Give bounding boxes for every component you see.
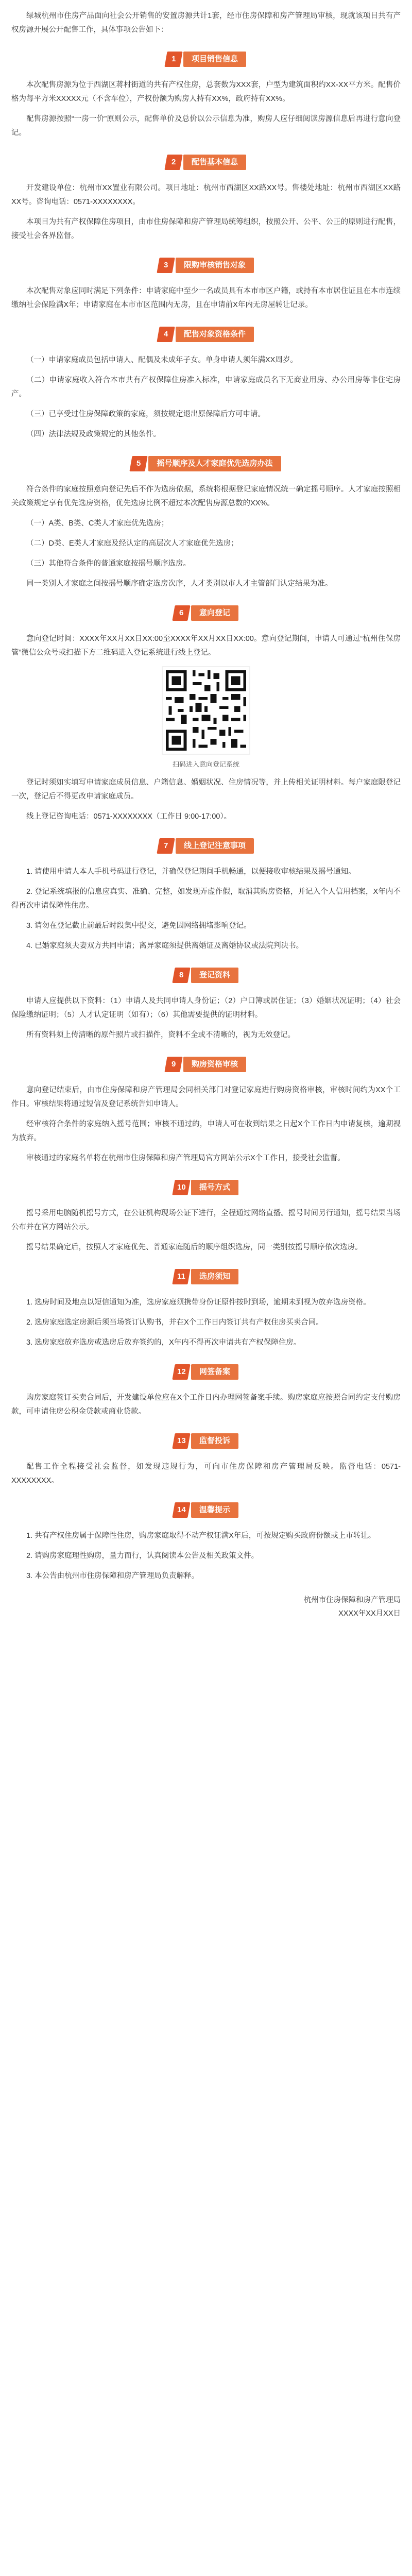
paragraph: 意向登记结束后，由市住房保障和房产管理局会同相关部门对登记家庭进行购房资格审核，审核时间约为XX个工作日。审核结果将通过短信及登记系统告知申请人。 <box>11 1086 401 1108</box>
section-number: 4 <box>157 327 175 342</box>
section-number: 2 <box>164 155 182 170</box>
section-heading <box>11 1268 401 1285</box>
section-title: 登记资料 <box>191 968 238 983</box>
section-heading <box>11 257 401 274</box>
section-heading <box>11 1363 401 1381</box>
paragraph: 本次配售房源为位于西湖区蒋村街道的共有产权住房，总套数为XXX套，户型为建筑面积约XX-XX平方米。配售价格为每平方米XXXXX元（不含车位），产权份额为购房人持有XX%，政府持有XX%。 <box>11 81 401 103</box>
signature-block <box>11 1594 401 1620</box>
section-number: 7 <box>157 838 175 854</box>
section-title: 温馨提示 <box>191 1502 238 1518</box>
paragraph: 申请人应提供以下资料：（1）申请人及共同申请人身份证；（2）户口簿或居住证；（3）婚姻状况证明；（4）社会保险缴纳证明；（5）人才认定证明（如有）；（6）其他需要提供的证明材料。 <box>11 997 401 1019</box>
paragraph: 3. 本公告由杭州市住房保障和房产管理局负责解释。 <box>26 1572 199 1580</box>
paragraph: 2. 选房家庭选定房源后须当场签订认购书，并在X个工作日内签订共有产权住房买卖合同。 <box>26 1318 323 1327</box>
section-title: 网签备案 <box>191 1364 238 1380</box>
paragraph: 开发建设单位：杭州市XX置业有限公司。项目地址：杭州市西湖区XX路XX号。售楼处地址：杭州市西湖区XX路XX号。咨询电话：0571-XXXXXXXX。 <box>11 184 401 206</box>
section-title: 选房须知 <box>191 1269 238 1284</box>
qr-caption: 扫码进入意向登记系统 <box>172 760 239 768</box>
paragraph: 本次配售对象应同时满足下列条件：申请家庭中至少一名成员具有本市市区户籍，或持有本市居住证且在本市连续缴纳社会保险满X年；申请家庭在本市市区范围内无房，且在申请前X年内无房屋转让记录。 <box>11 287 401 309</box>
section-title: 摇号顺序及人才家庭优先选房办法 <box>148 456 281 471</box>
paragraph: 2. 登记系统填报的信息应真实、准确、完整，如发现弄虚作假，取消其购房资格，并记入个人信用档案，X年内不得再次申请保障性住房。 <box>11 888 401 910</box>
section-title: 项目销售信息 <box>183 52 246 67</box>
paragraph: 1. 选房时间及地点以短信通知为准，选房家庭须携带身份证原件按时到场，逾期未到视为放弃选房资格。 <box>26 1298 371 1307</box>
section-title: 线上登记注意事项 <box>176 838 254 854</box>
paragraph: 摇号结果确定后，按照人才家庭优先、普通家庭随后的顺序组织选房，同一类别按摇号顺序依次选房。 <box>26 1243 363 1251</box>
paragraph: 4. 已婚家庭须夫妻双方共同申请；离异家庭须提供离婚证及离婚协议或法院判决书。 <box>26 942 304 950</box>
section-heading <box>11 1501 401 1519</box>
paragraph: 符合条件的家庭按照意向登记先后不作为选房依据，系统将根据登记家庭情况统一确定摇号顺序。人才家庭按照相关政策规定享有优先选房资格，优先选房比例不超过本次配售房源总数的XX%。 <box>11 485 401 507</box>
section-title: 监督投诉 <box>191 1433 238 1449</box>
section-title: 购房资格审核 <box>183 1057 246 1072</box>
section-title: 限购审核销售对象 <box>176 258 254 273</box>
paragraph: 审核通过的家庭名单将在杭州市住房保障和房产管理局官方网站公示X个工作日，接受社会监督。 <box>26 1154 345 1162</box>
paragraph: 线上登记咨询电话：0571-XXXXXXXX（工作日 9:00-17:00）。 <box>26 812 232 821</box>
paragraph: 配售工作全程接受社会监督，如发现违规行为，可向市住房保障和房产管理局反映。监督电话：0571-XXXXXXXX。 <box>11 1463 401 1485</box>
section-title: 配售基本信息 <box>183 155 246 170</box>
section-title: 摇号方式 <box>191 1180 238 1195</box>
qr-code-icon <box>163 667 249 754</box>
intro-paragraph: 绿城杭州市住房产品面向社会公开销售的安置房源共计1套，经市住房保障和房产管理局审核，现就该项目共有产权房源开展公开配售工作，具体事项公告如下： <box>11 12 401 34</box>
paragraph: （一）A类、B类、C类人才家庭优先选房； <box>26 519 169 528</box>
section-number: 6 <box>172 605 190 621</box>
section-number: 8 <box>172 968 190 983</box>
section-title: 意向登记 <box>191 605 238 621</box>
section-heading <box>11 455 401 472</box>
paragraph: 1. 共有产权住房属于保障性住房，购房家庭取得不动产权证满X年后，可按规定购买政府份额或上市转让。 <box>26 1532 376 1540</box>
paragraph: （二）申请家庭收入符合本市共有产权保障住房准入标准，申请家庭成员名下无商业用房、办公用房等非住宅房产。 <box>11 376 401 398</box>
section-number: 3 <box>157 258 175 273</box>
paragraph: （三）其他符合条件的普通家庭按摇号顺序选房。 <box>26 560 191 568</box>
section-heading <box>11 967 401 984</box>
section-number: 13 <box>172 1433 190 1449</box>
section-number: 11 <box>172 1269 190 1284</box>
qr-code-image[interactable] <box>162 666 250 755</box>
paragraph: （二）D类、E类人才家庭及经认定的高层次人才家庭优先选房； <box>26 539 238 548</box>
qr-code-block <box>11 666 401 769</box>
signing-organization: 杭州市住房保障和房产管理局 <box>303 1596 401 1604</box>
signing-date: XXXX年XX月XX日 <box>338 1609 401 1618</box>
paragraph: 配售房源按照“一房一价”原则公示，配售单价及总价以公示信息为准，购房人应仔细阅读房源信息后再进行意向登记。 <box>11 115 401 137</box>
section-heading <box>11 326 401 343</box>
paragraph: 1. 请使用申请人本人手机号码进行登记，并确保登记期间手机畅通，以便接收审核结果及摇号通知。 <box>26 868 356 876</box>
section-heading <box>11 837 401 855</box>
paragraph: （一）申请家庭成员包括申请人、配偶及未成年子女。单身申请人须年满XX周岁。 <box>26 356 298 364</box>
paragraph: 本项目为共有产权保障住房项目，由市住房保障和房产管理局统筹组织，按照公开、公平、公正的原则进行配售，接受社会各界监督。 <box>11 218 401 240</box>
paragraph: （三）已享受过住房保障政策的家庭，须按规定退出原保障后方可申请。 <box>26 410 265 418</box>
section-number: 1 <box>164 52 182 67</box>
section-heading <box>11 154 401 171</box>
paragraph: 登记时须如实填写申请家庭成员信息、户籍信息、婚姻状况、住房情况等，并上传相关证明材料。每户家庭限登记一次，登记后不得更改申请家庭成员。 <box>11 778 401 801</box>
paragraph: 3. 选房家庭放弃选房或选房后放弃签约的，X年内不得再次申请共有产权保障住房。 <box>26 1338 301 1347</box>
paragraph: 同一类别人才家庭之间按摇号顺序确定选房次序，人才类别以市人才主管部门认定结果为准。 <box>26 580 333 588</box>
paragraph: 意向登记时间：XXXX年XX月XX日XX:00至XXXX年XX月XX日XX:00。意向登记期间，申请人可通过“杭州住保房管”微信公众号或扫描下方二维码进入登记系统进行线上登记。 <box>11 635 401 657</box>
section-number: 10 <box>172 1180 190 1195</box>
paragraph: （四）法律法规及政策规定的其他条件。 <box>26 430 161 438</box>
paragraph: 3. 请勿在登记截止前最后时段集中提交，避免因网络拥堵影响登记。 <box>26 922 251 930</box>
paragraph: 2. 请购房家庭理性购房，量力而行，认真阅读本公告及相关政策文件。 <box>26 1552 259 1560</box>
section-heading <box>11 604 401 622</box>
paragraph: 所有资料须上传清晰的原件照片或扫描件，资料不全或不清晰的，视为无效登记。 <box>26 1031 295 1039</box>
section-number: 5 <box>130 456 148 471</box>
section-title: 配售对象资格条件 <box>176 327 254 342</box>
paragraph: 购房家庭签订买卖合同后，开发建设单位应在X个工作日内办理网签备案手续。购房家庭应按照合同约定支付购房款，可申请住房公积金贷款或商业贷款。 <box>11 1394 401 1416</box>
section-number: 12 <box>172 1364 190 1380</box>
section-heading <box>11 1432 401 1450</box>
section-heading <box>11 1179 401 1196</box>
paragraph: 经审核符合条件的家庭纳入摇号范围；审核不通过的，申请人可在收到结果之日起X个工作日内申请复核，逾期视为放弃。 <box>11 1120 401 1142</box>
section-number: 9 <box>164 1057 182 1072</box>
section-number: 14 <box>172 1502 190 1518</box>
section-heading <box>11 1056 401 1073</box>
section-heading <box>11 50 401 68</box>
paragraph: 摇号采用电脑随机摇号方式，在公证机构现场公证下进行，全程通过网络直播。摇号时间另行通知，摇号结果当场公布并在官方网站公示。 <box>11 1209 401 1231</box>
